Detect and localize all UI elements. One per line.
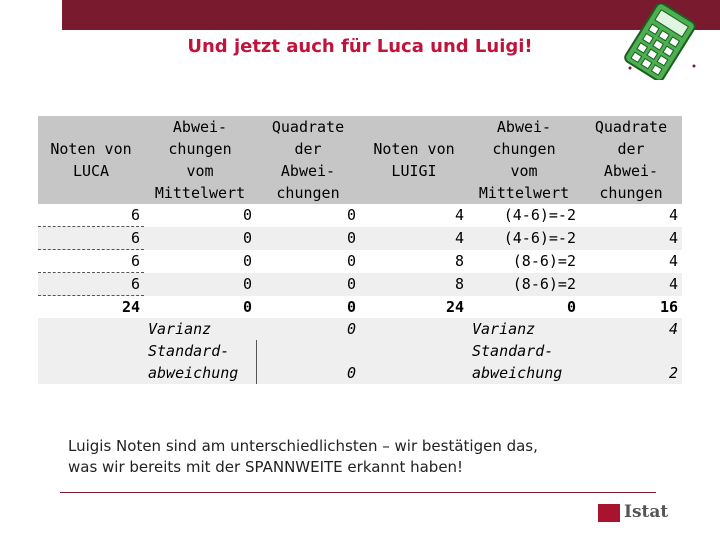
standardabweichung-luca: 0 bbox=[256, 340, 360, 384]
cell: 4 bbox=[580, 227, 682, 250]
header-text: chungen bbox=[276, 184, 340, 202]
note-text bbox=[68, 436, 538, 478]
footer-divider bbox=[60, 492, 656, 493]
header-text: Mittelwert bbox=[478, 184, 570, 202]
cell: 6 bbox=[38, 204, 144, 227]
total-cell: 24 bbox=[360, 296, 468, 319]
cell: 0 bbox=[256, 204, 360, 227]
header-text: Abwei- bbox=[172, 118, 228, 136]
note-line: was wir bereits mit der SPANNWEITE erkannt haben! bbox=[68, 458, 464, 476]
standardabweichung-label bbox=[144, 340, 256, 384]
cell: (4-6)=-2 bbox=[468, 204, 580, 227]
total-cell: 0 bbox=[144, 296, 256, 319]
table-row bbox=[38, 250, 682, 273]
cell: 4 bbox=[360, 227, 468, 250]
istat-mark bbox=[598, 504, 620, 522]
header-text: chungen bbox=[599, 184, 663, 202]
header-text: chungen bbox=[492, 140, 556, 158]
total-cell: 16 bbox=[580, 296, 682, 319]
label-text: Standard- bbox=[472, 342, 554, 360]
page-title: Und jetzt auch für Luca und Luigi! bbox=[187, 36, 533, 57]
header-text: LUCA bbox=[72, 162, 110, 180]
cell: (8-6)=2 bbox=[468, 273, 580, 296]
header-text: der bbox=[294, 140, 322, 158]
cell: 6 bbox=[38, 273, 144, 296]
table-row bbox=[38, 273, 682, 296]
cell: (4-6)=-2 bbox=[468, 227, 580, 250]
total-cell: 0 bbox=[256, 296, 360, 319]
header-text: Noten von bbox=[50, 140, 132, 158]
label-text: Standard- bbox=[148, 342, 230, 360]
header-text: vom bbox=[186, 162, 214, 180]
varianz-luca: 0 bbox=[256, 318, 360, 340]
cell bbox=[38, 318, 144, 340]
header-luigi-abweichungen bbox=[468, 116, 580, 204]
calculator-icon bbox=[618, 4, 702, 80]
standardabweichung-luigi: 2 bbox=[580, 340, 682, 384]
cell: 4 bbox=[580, 273, 682, 296]
table-row bbox=[38, 227, 682, 250]
cell: 8 bbox=[360, 273, 468, 296]
cell bbox=[360, 318, 468, 340]
cell: 0 bbox=[256, 250, 360, 273]
cell: 8 bbox=[360, 250, 468, 273]
label-text: abweichung bbox=[148, 364, 239, 382]
cell: 0 bbox=[256, 273, 360, 296]
header-row bbox=[38, 116, 682, 204]
cell bbox=[38, 340, 144, 384]
header-luca-noten bbox=[38, 116, 144, 204]
cell: 4 bbox=[580, 204, 682, 227]
header-text: LUIGI bbox=[391, 162, 437, 180]
header-luigi-noten bbox=[360, 116, 468, 204]
header-text: Abwei- bbox=[496, 118, 552, 136]
istat-logo-icon bbox=[598, 502, 688, 524]
header-luca-quadrate bbox=[256, 116, 360, 204]
header-text: Noten von bbox=[373, 140, 455, 158]
data-table bbox=[38, 116, 683, 384]
varianz-luigi: 4 bbox=[580, 318, 682, 340]
cell: 0 bbox=[144, 204, 256, 227]
header-text: vom bbox=[510, 162, 538, 180]
label-text: abweichung bbox=[472, 364, 563, 382]
header-text: chungen bbox=[168, 140, 232, 158]
standardabweichung-row bbox=[38, 340, 682, 384]
cell: (8-6)=2 bbox=[468, 250, 580, 273]
header-text: Abwei- bbox=[603, 162, 659, 180]
header-text: Mittelwert bbox=[154, 184, 246, 202]
header-text: der bbox=[617, 140, 645, 158]
note-line: Luigis Noten sind am unterschiedlichsten – wir bestätigen das, bbox=[68, 437, 538, 455]
cell: 0 bbox=[144, 250, 256, 273]
total-cell: 24 bbox=[38, 296, 144, 319]
total-cell: 0 bbox=[468, 296, 580, 319]
table-row bbox=[38, 204, 682, 227]
cell bbox=[360, 340, 468, 384]
cell: 6 bbox=[38, 227, 144, 250]
header-text: Quadrate bbox=[594, 118, 668, 136]
totals-row bbox=[38, 296, 682, 319]
istat-logo-text: Istat bbox=[624, 502, 669, 522]
header-luca-abweichungen bbox=[144, 116, 256, 204]
varianz-label-luigi: Varianz bbox=[468, 318, 580, 340]
varianz-row bbox=[38, 318, 682, 340]
header-text: Abwei- bbox=[280, 162, 336, 180]
cell: 4 bbox=[360, 204, 468, 227]
standardabweichung-label-luigi bbox=[468, 340, 580, 384]
header-text: Quadrate bbox=[271, 118, 345, 136]
cell: 0 bbox=[144, 227, 256, 250]
cell: 0 bbox=[256, 227, 360, 250]
varianz-label: Varianz bbox=[144, 318, 256, 340]
header-luigi-quadrate bbox=[580, 116, 682, 204]
cell: 6 bbox=[38, 250, 144, 273]
cell: 4 bbox=[580, 250, 682, 273]
cell: 0 bbox=[144, 273, 256, 296]
